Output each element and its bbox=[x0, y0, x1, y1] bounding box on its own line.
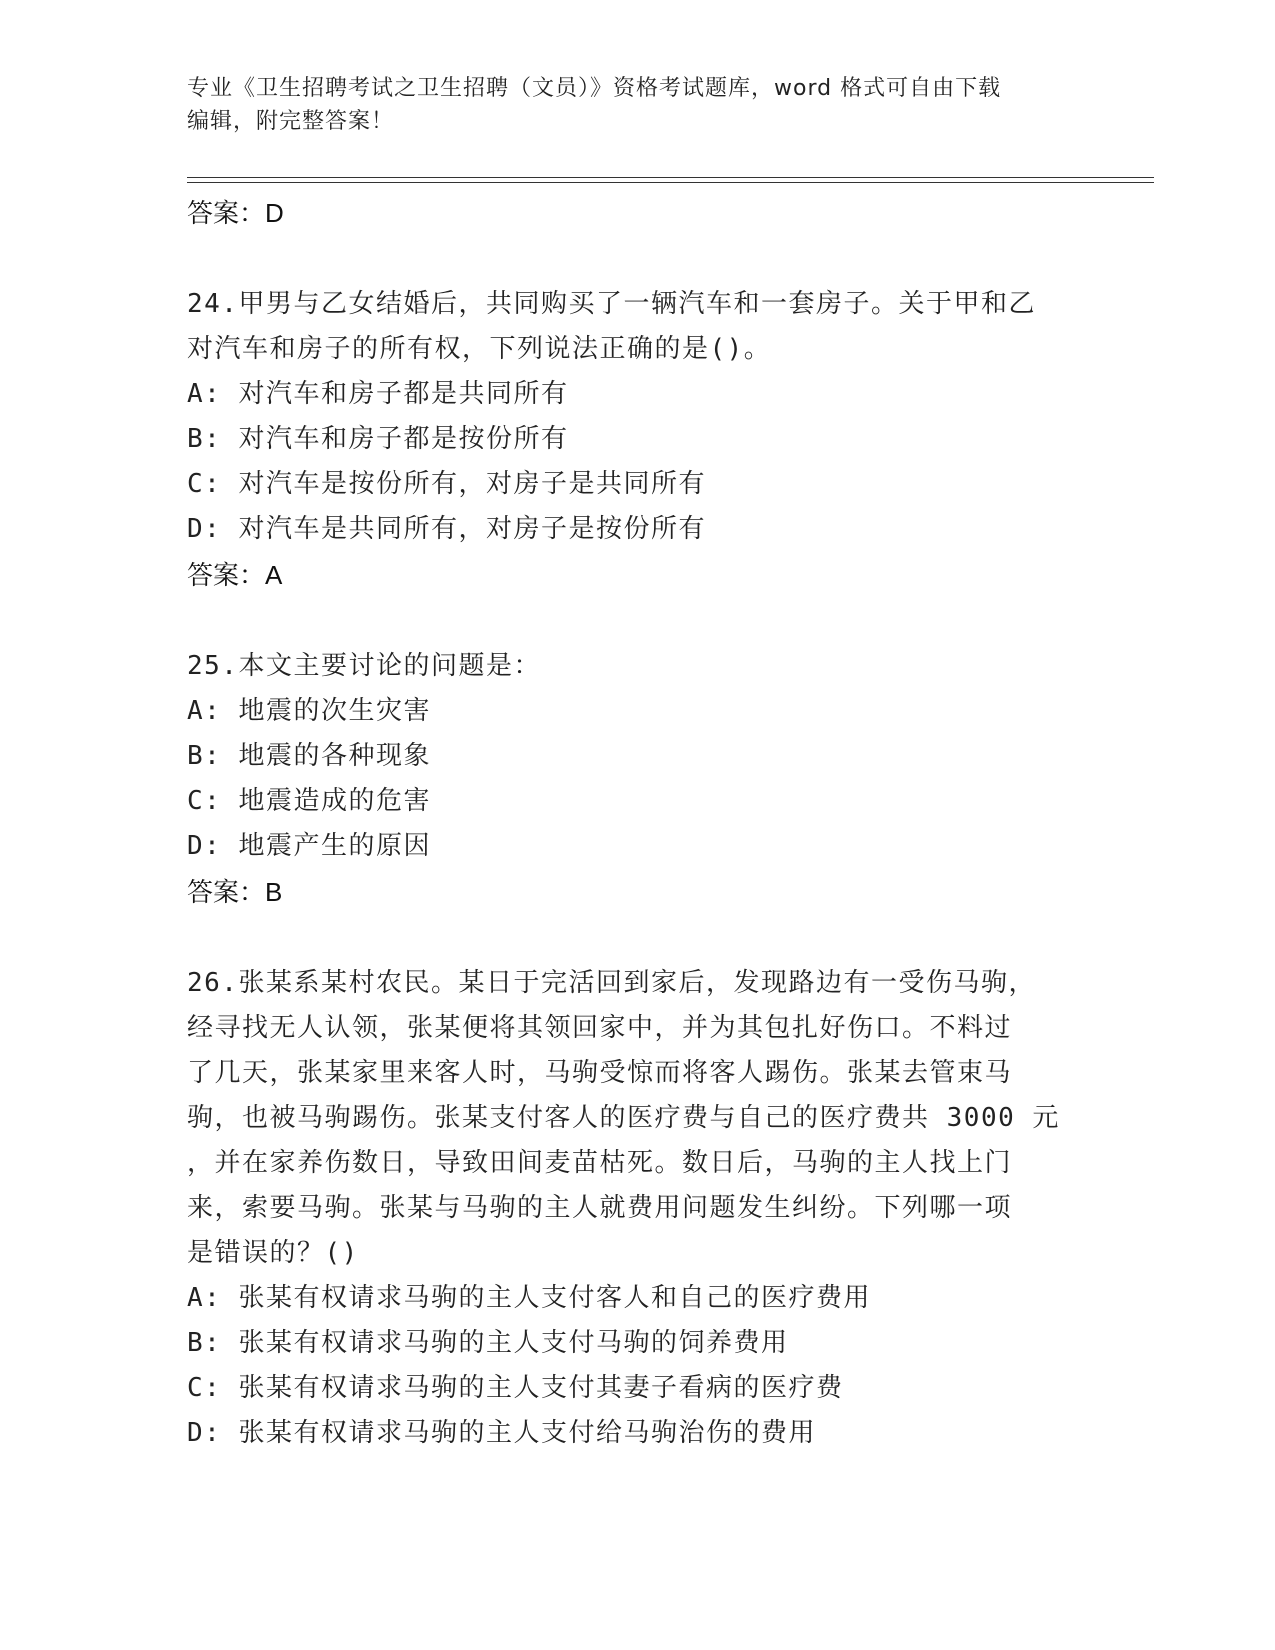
question-text-line: 对汽车和房子的所有权，下列说法正确的是()。 bbox=[187, 334, 772, 364]
option-b: B: 地震的各种现象 bbox=[187, 741, 431, 771]
question-block bbox=[187, 282, 1087, 598]
option-b: B: 张某有权请求马驹的主人支付马驹的饲养费用 bbox=[187, 1328, 789, 1358]
option-c: C: 对汽车是按份所有，对房子是共同所有 bbox=[187, 469, 706, 499]
option-b: B: 对汽车和房子都是按份所有 bbox=[187, 424, 569, 454]
question-text-line: 了几天，张某家里来客人时，马驹受惊而将客人踢伤。张某去管束马 bbox=[187, 1058, 1013, 1088]
question-text-line: 来，索要马驹。张某与马驹的主人就费用问题发生纠纷。下列哪一项 bbox=[187, 1193, 1013, 1223]
option-c: C: 地震造成的危害 bbox=[187, 786, 431, 816]
option-c: C: 张某有权请求马驹的主人支付其妻子看病的医疗费 bbox=[187, 1373, 844, 1403]
answer-line: 答案：D bbox=[187, 198, 284, 228]
header-line-1: 专业《卫生招聘考试之卫生招聘（文员）》资格考试题库，word 格式可自由下载 bbox=[187, 76, 1002, 101]
document-header bbox=[187, 72, 1067, 138]
spacer bbox=[187, 236, 1087, 282]
question-block bbox=[187, 961, 1087, 1456]
option-a: A: 张某有权请求马驹的主人支付客人和自己的医疗费用 bbox=[187, 1283, 871, 1313]
option-d: D: 地震产生的原因 bbox=[187, 831, 431, 861]
option-a: A: 地震的次生灾害 bbox=[187, 696, 431, 726]
question-text-line: 经寻找无人认领，张某便将其领回家中，并为其包扎好伤口。不料过 bbox=[187, 1013, 1013, 1043]
question-text-line: 24.甲男与乙女结婚后，共同购买了一辆汽车和一套房子。关于甲和乙 bbox=[187, 289, 1036, 319]
header-divider-thick bbox=[187, 177, 1154, 178]
option-a: A: 对汽车和房子都是共同所有 bbox=[187, 379, 569, 409]
question-text-line: 驹，也被马驹踢伤。张某支付客人的医疗费与自己的医疗费共 3000 元 bbox=[187, 1103, 1060, 1133]
option-d: D: 对汽车是共同所有，对房子是按份所有 bbox=[187, 514, 706, 544]
question-text-line: 25.本文主要讨论的问题是： bbox=[187, 651, 541, 681]
header-line-2: 编辑，附完整答案！ bbox=[187, 109, 395, 134]
option-d: D: 张某有权请求马驹的主人支付给马驹治伤的费用 bbox=[187, 1418, 816, 1448]
answer-line: 答案：A bbox=[187, 560, 283, 590]
header-divider-thin bbox=[187, 182, 1154, 183]
question-text-line: ，并在家养伤数日，导致田间麦苗枯死。数日后，马驹的主人找上门 bbox=[187, 1148, 1013, 1178]
question-text-line: 是错误的？() bbox=[187, 1238, 359, 1268]
question-text-line: 26.张某系某村农民。某日于完活回到家后，发现路边有一受伤马驹， bbox=[187, 968, 1036, 998]
question-block bbox=[187, 644, 1087, 915]
spacer bbox=[187, 915, 1087, 961]
spacer bbox=[187, 598, 1087, 644]
question-list bbox=[187, 190, 1087, 1456]
answer-line: 答案：B bbox=[187, 877, 283, 907]
